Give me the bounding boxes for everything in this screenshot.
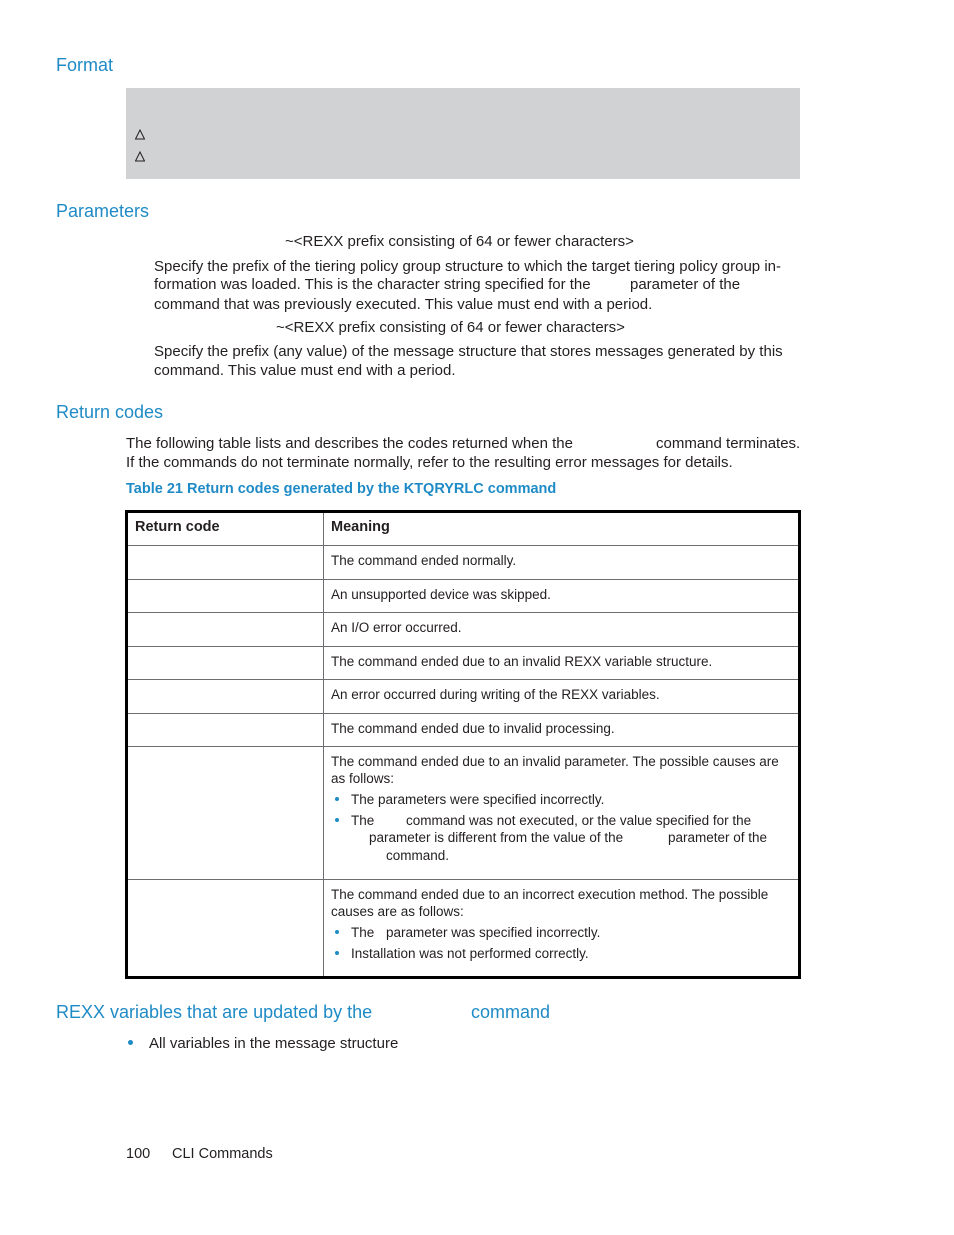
param1-desc-line2-tail: parameter of the — [630, 276, 741, 293]
list-item: The parameters were specified incorrectly. — [331, 791, 791, 808]
meaning-line: The command ended due to an incorrect execution method. The possible — [331, 887, 769, 902]
causes-list — [331, 791, 791, 863]
list-item-text: The — [351, 925, 375, 940]
header-meaning: Meaning — [324, 512, 800, 546]
list-item-text: command was not executed, or the value specified for the — [406, 813, 752, 828]
table-caption: Table 21 Return codes generated by the KTQRYRLC command — [126, 481, 557, 497]
param1-desc-line3: command that was previously executed. This value must end with a period. — [154, 296, 653, 313]
param2-desc-line1: Specify the prefix (any value) of the message structure that stores messages generated by this — [154, 343, 783, 360]
table-row — [127, 580, 800, 613]
rexx-list-item: All variables in the message structure — [149, 1035, 399, 1052]
meaning-cell: An unsupported device was skipped. — [324, 580, 800, 613]
meaning-cell: An I/O error occurred. — [324, 613, 800, 647]
meaning-cell: The command ended due to an invalid REXX variable structure. — [324, 647, 800, 680]
footer-section: CLI Commands — [172, 1146, 273, 1162]
return-code-cell — [127, 714, 324, 747]
param1-desc-line2: formation was loaded. This is the character string specified for the — [154, 276, 591, 293]
table-row — [127, 546, 800, 580]
meaning-cell: The command ended due to invalid processing. — [324, 714, 800, 747]
table-row — [127, 680, 800, 714]
return-code-cell — [127, 880, 324, 978]
param1-desc-line1: Specify the prefix of the tiering policy group structure to which the target tiering policy group in- — [154, 258, 781, 275]
parameters-heading: Parameters — [56, 201, 150, 221]
table-row — [127, 747, 800, 880]
list-item: Installation was not performed correctly. — [331, 945, 791, 962]
return-code-cell — [127, 613, 324, 647]
list-item-text: parameter is different from the value of the — [369, 830, 624, 845]
list-item-text: parameter was specified incorrectly. — [386, 925, 601, 940]
list-item — [331, 812, 791, 863]
page-number: 100 — [126, 1146, 151, 1162]
return-code-cell — [127, 546, 324, 580]
meaning-line: causes are as follows: — [331, 904, 464, 919]
return-codes-intro-b: command terminates. — [656, 435, 801, 452]
table-row — [127, 714, 800, 747]
triangle-icon — [135, 129, 145, 141]
table-row — [127, 647, 800, 680]
return-codes-intro-line2: If the commands do not terminate normally, refer to the resulting error messages for details. — [126, 454, 733, 471]
header-return-code: Return code — [127, 512, 324, 546]
return-codes-table — [125, 510, 801, 979]
return-codes-heading: Return codes — [56, 402, 164, 422]
bullet-icon — [128, 1040, 133, 1045]
table-row — [127, 613, 800, 647]
meaning-cell — [324, 747, 800, 880]
list-item-text: The — [351, 813, 375, 828]
return-code-cell — [127, 580, 324, 613]
param2-syntax: ~<REXX prefix consisting of 64 or fewer characters> — [276, 319, 625, 336]
param2-desc-line2: command. This value must end with a period. — [154, 362, 456, 379]
list-item — [331, 924, 791, 941]
rexx-variables-heading-tail: command — [471, 1002, 551, 1022]
return-code-cell — [127, 680, 324, 714]
meaning-cell: The command ended normally. — [324, 546, 800, 580]
param1-syntax: ~<REXX prefix consisting of 64 or fewer characters> — [285, 233, 634, 250]
triangle-icon — [135, 151, 145, 163]
meaning-cell — [324, 880, 800, 978]
return-code-cell — [127, 647, 324, 680]
list-item-text: command. — [386, 848, 450, 863]
meaning-cell: An error occurred during writing of the REXX variables. — [324, 680, 800, 714]
return-code-cell — [127, 747, 324, 880]
format-syntax-box — [126, 88, 800, 179]
format-heading: Format — [56, 55, 114, 75]
rexx-variables-heading: REXX variables that are updated by the — [56, 1002, 373, 1022]
table-header-row — [127, 512, 800, 546]
causes-list — [331, 924, 791, 962]
meaning-line: The command ended due to an invalid parameter. The possible causes are — [331, 754, 779, 769]
meaning-line: as follows: — [331, 771, 395, 786]
return-codes-intro-a: The following table lists and describes the codes returned when the — [126, 435, 573, 452]
table-row — [127, 880, 800, 978]
list-item-text: parameter of the — [668, 830, 768, 845]
